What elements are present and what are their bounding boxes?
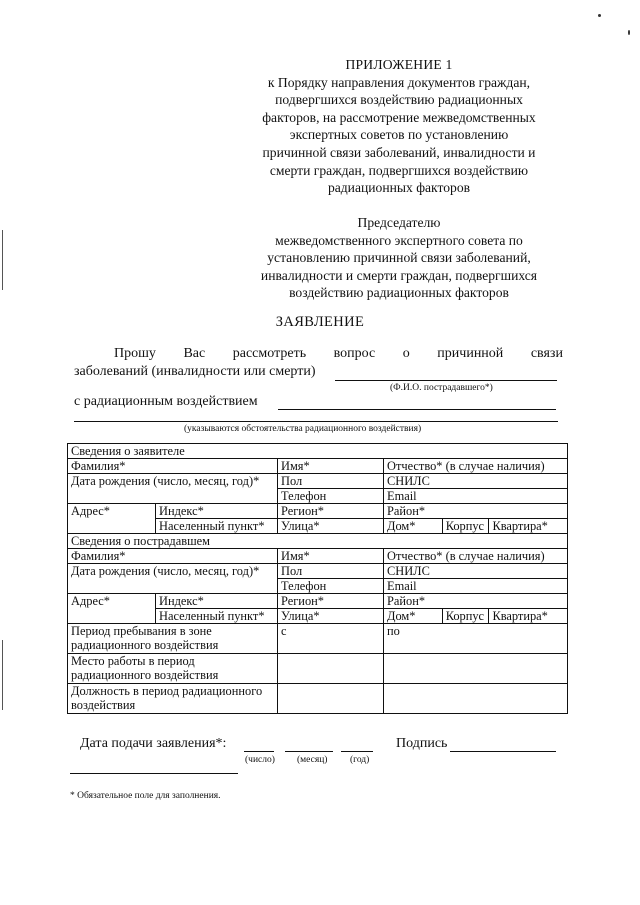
- data-table: [67, 443, 568, 714]
- applicant-house-field[interactable]: Дом*: [387, 519, 416, 533]
- workplace-field[interactable]: [278, 654, 384, 684]
- victim-index-field[interactable]: Индекс*: [156, 594, 278, 609]
- annex-line: к Порядку направления документов граждан,: [267, 74, 531, 90]
- victim-street-field[interactable]: Улица*: [278, 609, 384, 624]
- request-word: вопрос: [333, 346, 376, 361]
- victim-snils-field[interactable]: СНИЛС: [384, 564, 568, 579]
- signature-field[interactable]: [450, 751, 556, 752]
- circumstances-caption: (указываются обстоятельства радиационного воздействия): [184, 424, 422, 434]
- victim-sex-field[interactable]: Пол: [278, 564, 384, 579]
- annex-line: смерти граждан, подвергшихся воздействию: [269, 162, 529, 178]
- victim-section-header: Сведения о пострадавшем: [68, 534, 568, 549]
- applicant-apartment-field[interactable]: Квартира*: [488, 519, 567, 533]
- annex-line: радиационных факторов: [327, 180, 471, 196]
- annex-line: причинной связи заболеваний, инвалидности и: [262, 144, 536, 160]
- applicant-phone-field[interactable]: Телефон: [278, 489, 384, 504]
- annex-block: [240, 56, 558, 197]
- applicant-index-field[interactable]: Индекс*: [156, 504, 278, 519]
- date-day-field[interactable]: [244, 751, 274, 752]
- request-word: связи: [530, 346, 563, 361]
- date-year-field[interactable]: [341, 751, 373, 752]
- exposure-period-label: Период пребывания в зоне радиационного воздействия: [68, 624, 278, 654]
- annex-line: подвергшихся воздействию радиационных: [275, 92, 523, 108]
- applicant-sex-field[interactable]: Пол: [278, 474, 384, 489]
- addressee-line: воздействию радиационных факторов: [289, 285, 509, 301]
- annex-line: экспертных советов по установлению: [289, 127, 509, 143]
- request-word: о: [402, 346, 410, 361]
- applicant-building-field[interactable]: Корпус: [442, 519, 489, 533]
- victim-surname-field[interactable]: Фамилия*: [68, 549, 278, 564]
- request-word: рассмотреть: [232, 346, 307, 361]
- circumstances-field-continued[interactable]: [74, 421, 558, 422]
- victim-birth-date-field[interactable]: Дата рождения (число, месяц, год)*: [68, 564, 278, 594]
- workplace-field-extra[interactable]: [384, 654, 568, 684]
- scan-speck: [598, 14, 601, 17]
- victim-patronymic-field[interactable]: Отчество* (в случае наличия): [384, 549, 568, 564]
- position-field-extra[interactable]: [384, 684, 568, 714]
- victim-name-caption: (Ф.И.О. пострадавшего*): [390, 383, 493, 393]
- request-word: Прошу: [114, 346, 156, 361]
- victim-district-field[interactable]: Район*: [384, 594, 568, 609]
- request-line-2: заболеваний (инвалидности или смерти): [74, 364, 316, 379]
- applicant-settlement-field[interactable]: Населенный пункт*: [156, 519, 278, 534]
- circumstances-field[interactable]: [278, 409, 556, 410]
- addressee-line: межведомственного экспертного совета по: [275, 232, 523, 248]
- victim-region-field[interactable]: Регион*: [278, 594, 384, 609]
- victim-apartment-field[interactable]: Квартира*: [488, 609, 567, 623]
- addressee-line: инвалидности и смерти граждан, подвергшихся: [260, 267, 538, 283]
- annex-line: факторов, на рассмотрение межведомственных: [262, 109, 536, 125]
- applicant-section-header: Сведения о заявителе: [68, 444, 568, 459]
- annex-heading: ПРИЛОЖЕНИЕ 1: [345, 57, 453, 72]
- applicant-street-field[interactable]: Улица*: [278, 519, 384, 534]
- exposure-period-from-field[interactable]: с: [278, 624, 384, 654]
- victim-phone-field[interactable]: Телефон: [278, 579, 384, 594]
- addressee-line: установлению причинной связи заболеваний,: [267, 250, 531, 266]
- submission-date-label: Дата подачи заявления*:: [80, 736, 227, 751]
- addressee-block: [240, 214, 558, 302]
- scan-edge-mark: [2, 230, 3, 290]
- applicant-house-row: [384, 519, 568, 534]
- date-month-field[interactable]: [285, 751, 333, 752]
- applicant-surname-field[interactable]: Фамилия*: [68, 459, 278, 474]
- workplace-label: Место работы в период радиационного воздействия: [68, 654, 278, 684]
- victim-address-label: Адрес*: [68, 594, 156, 624]
- document-title: ЗАЯВЛЕНИЕ: [275, 314, 365, 330]
- victim-house-row: [384, 609, 568, 624]
- victim-settlement-field[interactable]: Населенный пункт*: [156, 609, 278, 624]
- applicant-name-field[interactable]: Имя*: [278, 459, 384, 474]
- victim-building-field[interactable]: Корпус: [442, 609, 489, 623]
- scan-edge-mark: [2, 640, 3, 710]
- date-day-caption: (число): [245, 755, 275, 765]
- addressee-line: Председателю: [357, 215, 441, 230]
- request-word: причинной: [437, 346, 504, 361]
- signature-name-field[interactable]: [70, 773, 238, 774]
- applicant-snils-field[interactable]: СНИЛС: [384, 474, 568, 489]
- exposure-period-to-field[interactable]: по: [384, 624, 568, 654]
- applicant-birth-date-field[interactable]: Дата рождения (число, месяц, год)*: [68, 474, 278, 504]
- victim-email-field[interactable]: Email: [384, 579, 568, 594]
- date-year-caption: (год): [350, 755, 370, 765]
- required-field-note: * Обязательное поле для заполнения.: [70, 791, 221, 801]
- applicant-email-field[interactable]: Email: [384, 489, 568, 504]
- victim-name-field-cell[interactable]: Имя*: [278, 549, 384, 564]
- applicant-patronymic-field[interactable]: Отчество* (в случае наличия): [384, 459, 568, 474]
- victim-name-field[interactable]: [335, 380, 557, 381]
- scan-speck: [628, 30, 630, 35]
- applicant-region-field[interactable]: Регион*: [278, 504, 384, 519]
- date-month-caption: (месяц): [297, 755, 328, 765]
- request-word: Вас: [183, 346, 206, 361]
- request-line-1: [74, 346, 563, 362]
- request-line-3: с радиационным воздействием: [74, 394, 258, 409]
- applicant-district-field[interactable]: Район*: [384, 504, 568, 519]
- signature-label: Подпись: [396, 736, 448, 751]
- victim-house-field[interactable]: Дом*: [387, 609, 416, 623]
- position-field[interactable]: [278, 684, 384, 714]
- position-label: Должность в период радиационного воздействия: [68, 684, 278, 714]
- applicant-address-label: Адрес*: [68, 504, 156, 534]
